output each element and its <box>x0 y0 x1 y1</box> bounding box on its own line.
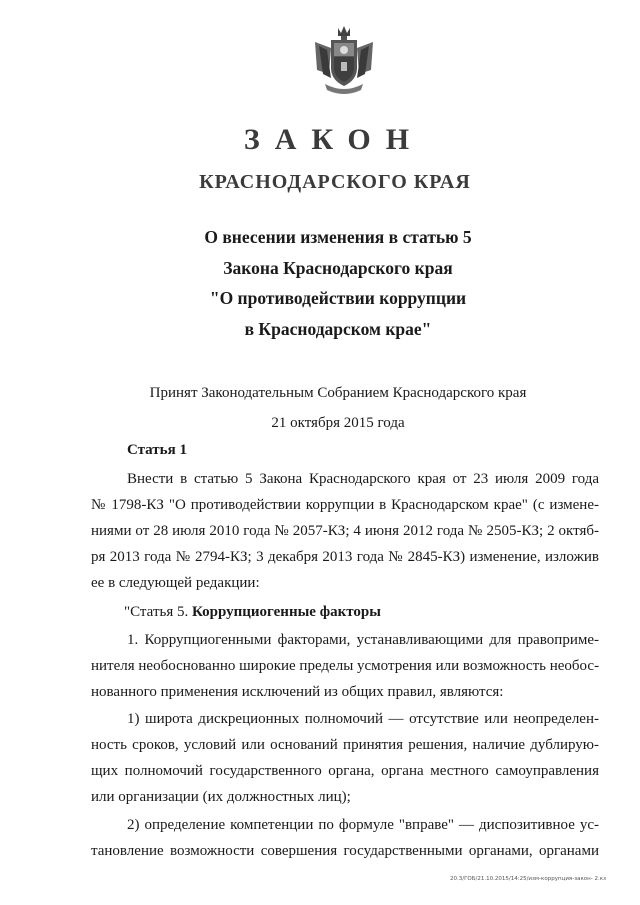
subject-line: в Краснодарском крае" <box>244 318 432 339</box>
paragraph-line: щих полномочий государственного органа, органа местного самоуправления <box>91 763 599 779</box>
paragraph-line: ее в следующей редакции: <box>91 575 260 591</box>
adoption-note <box>0 378 640 438</box>
paragraph-line: 1) широта дискреционных полномочий — отсутствие или неопределен- <box>127 711 599 727</box>
subject-line: О внесении изменения в статью 5 <box>204 227 472 247</box>
quoted-article-heading <box>124 602 381 622</box>
paragraph-line: 2) определение компетенции по формуле "вправе" — диспозитивное ус- <box>127 817 599 833</box>
subject-line: "О противодействии коррупции <box>209 288 467 308</box>
region-name: КРАСНОДАРСКОГО КРАЯ <box>199 171 471 193</box>
paragraph-line: нованного применения исключений из общих правил, являются: <box>91 684 504 700</box>
paragraph-line: ря 2013 года № 2794-КЗ; 3 декабря 2013 года № 2845-КЗ) изменение, изложив <box>91 549 599 565</box>
law-subject <box>0 222 640 344</box>
adoption-body: Принят Законодательным Собранием Краснодарского края <box>149 385 527 401</box>
paragraph-line: № 1798-КЗ "О противодействии коррупции в Краснодарском крае" (с измене- <box>91 497 599 513</box>
adoption-date: 21 октября 2015 года <box>271 415 405 431</box>
subject-line: Закона Краснодарского края <box>223 257 453 278</box>
file-reference: 20.3/ГОБ/21.10.2015/14:25/изм-коррупция-закон- 2.кз <box>449 876 606 882</box>
paragraph-line: Внести в статью 5 Закона Краснодарского края от 23 июля 2009 года <box>127 471 599 487</box>
paragraph-line: 1. Коррупциогенными факторами, устанавливающими для правоприме- <box>127 632 599 648</box>
paragraph-line: ность сроков, условий или оснований принятия решения, наличие дублирую- <box>91 737 599 753</box>
quoted-article-prefix: "Статья 5. <box>124 604 192 620</box>
paragraph-line: или организации (их должностных лиц); <box>91 789 351 805</box>
paragraph-line: нителя необоснованно широкие пределы усмотрения или возможность необос- <box>91 658 600 674</box>
paragraph-line: ниями от 28 июля 2010 года № 2057-КЗ; 4 июня 2012 года № 2505-КЗ; 2 октяб- <box>91 523 599 539</box>
law-title: ЗАКОН <box>243 123 425 156</box>
article-1-heading: Статья 1 <box>127 442 187 458</box>
paragraph-line: тановление возможности совершения государственными органами, органами <box>91 843 599 859</box>
coat-of-arms-icon <box>311 24 377 100</box>
quoted-article-title: Коррупциогенные факторы <box>191 604 381 620</box>
